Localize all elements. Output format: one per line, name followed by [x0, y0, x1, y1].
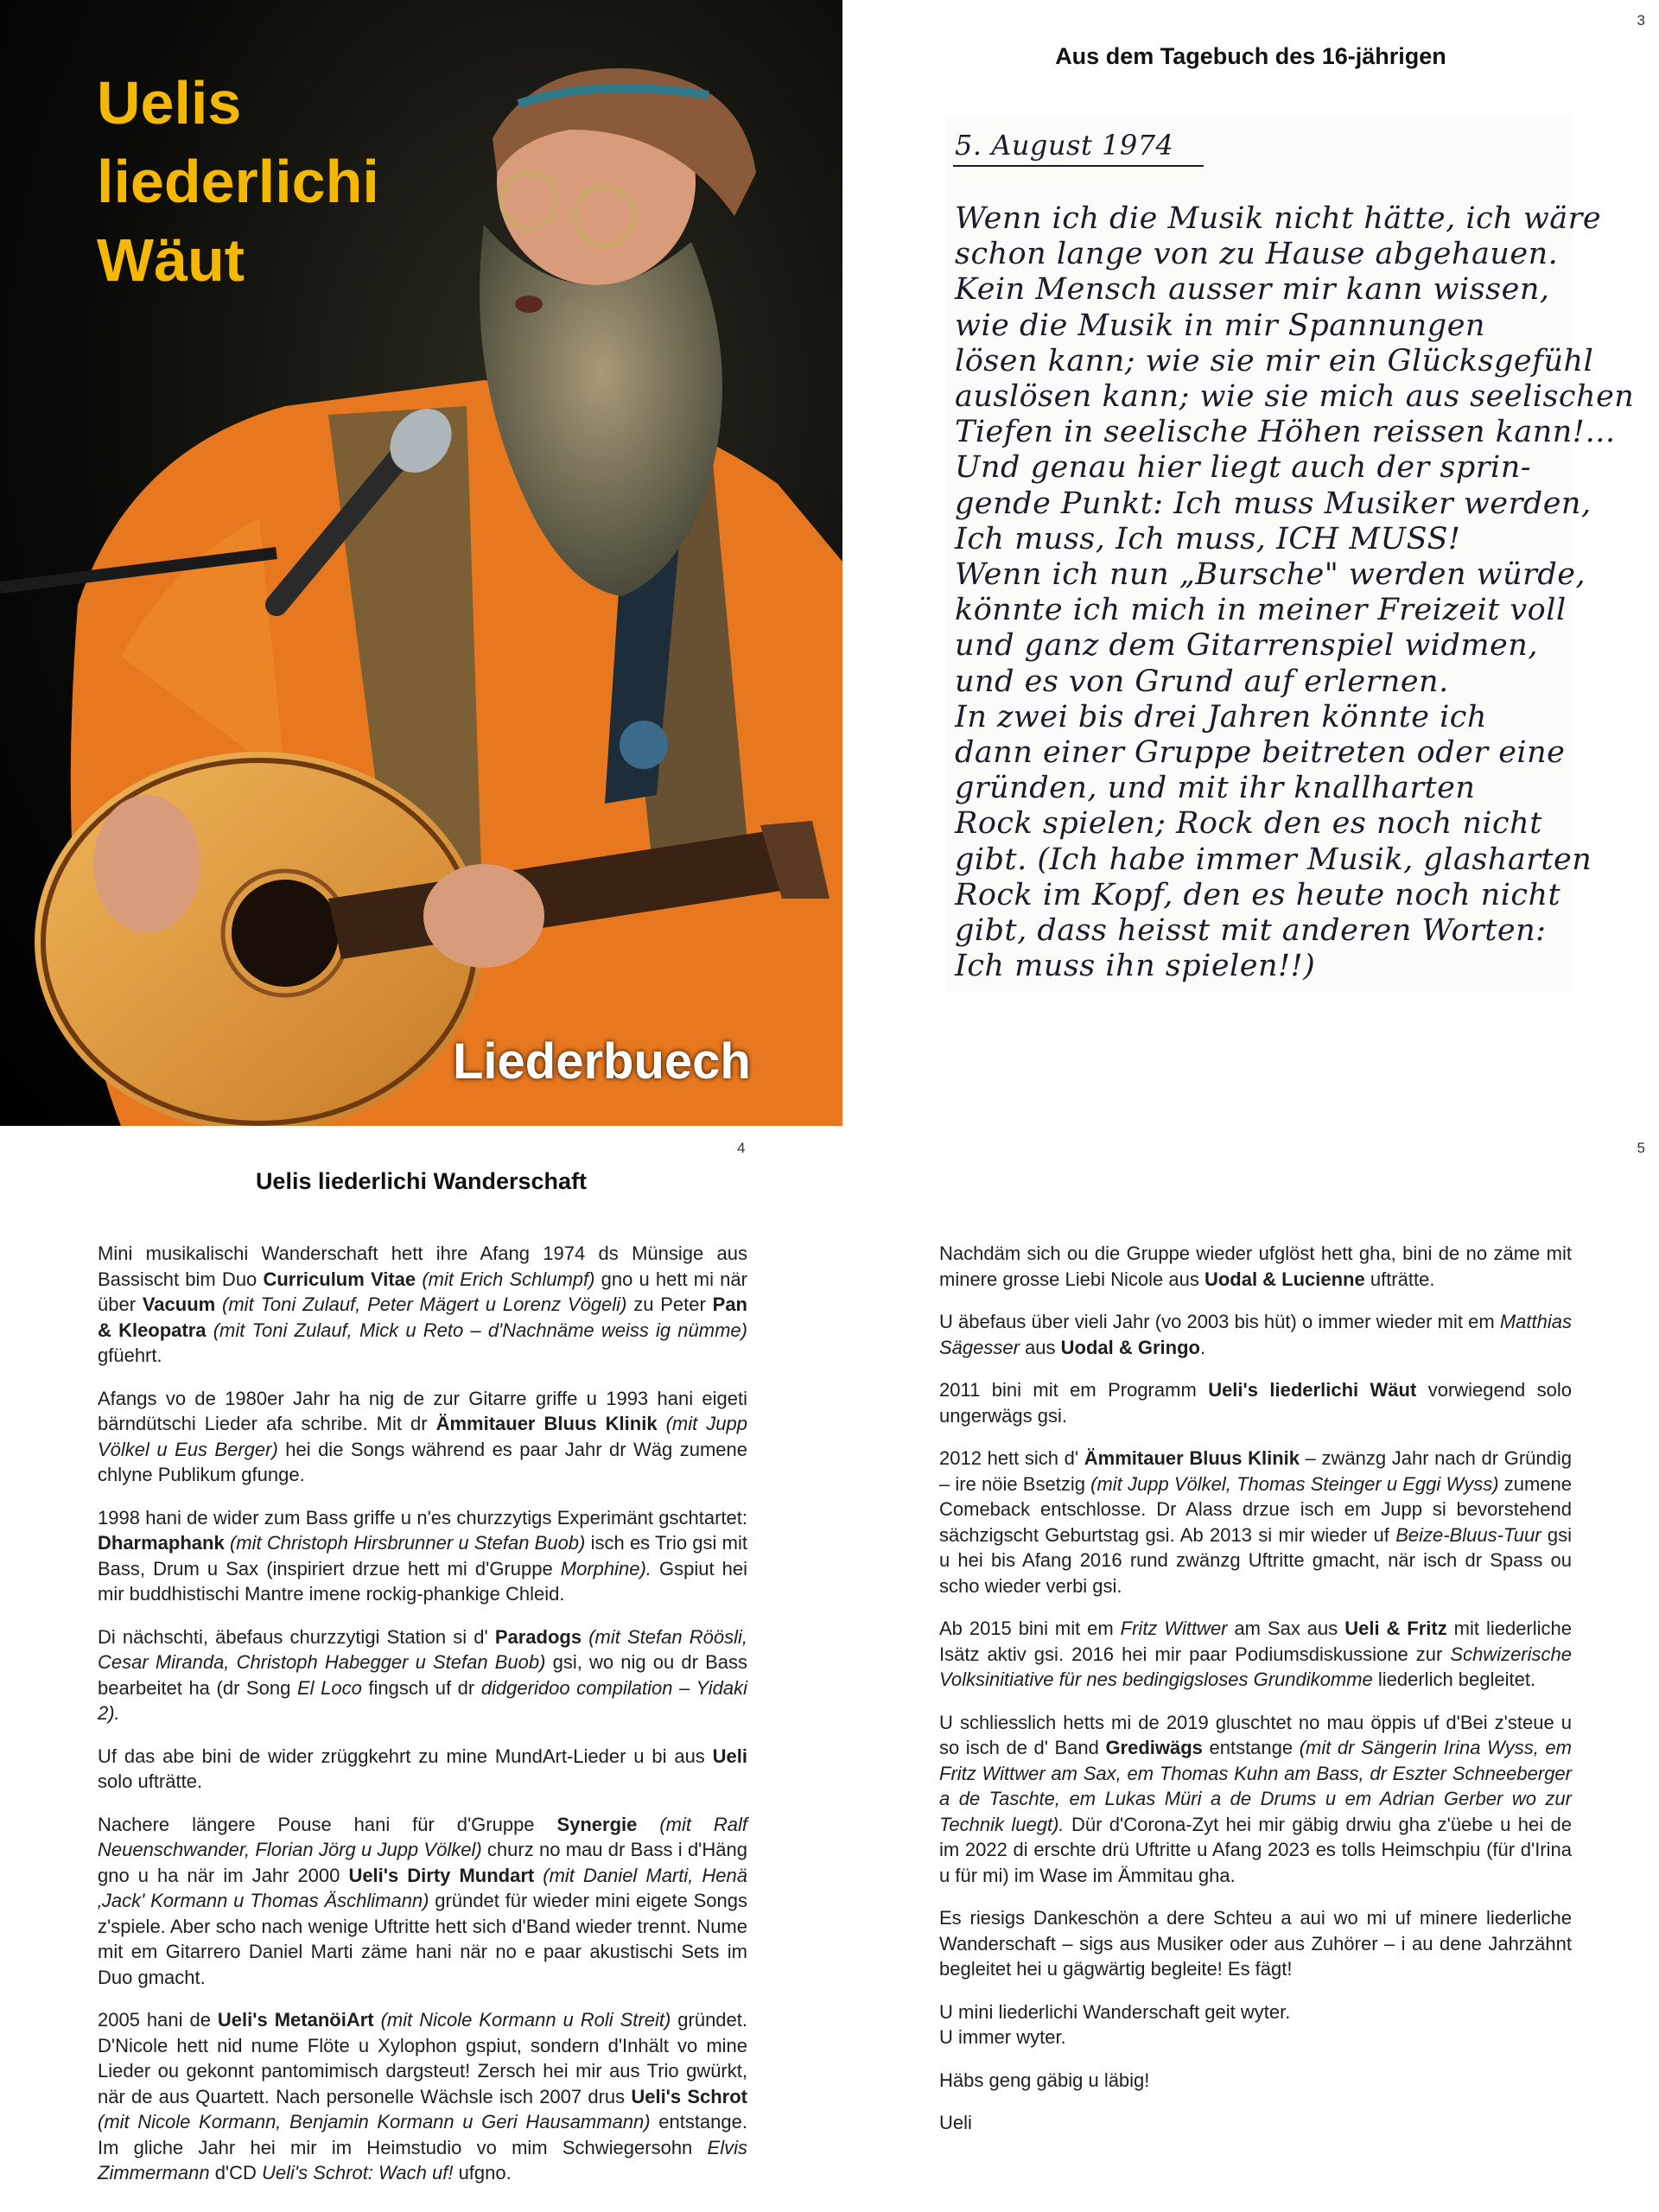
italic-note: Ueli's Schrot: Wach uf! [262, 2162, 454, 2183]
diary-line: Kein Mensch ausser mir kann wissen, [955, 272, 1550, 308]
italic-note: (mit Jupp Völkel u Eus Berger) [98, 1413, 747, 1460]
text-run: gsi u hei bis Afang 2016 rund zwänzg Uftritte gmacht, när isch dr Spass ou scho wieder verbi gsi. [939, 1523, 1572, 1597]
text-run: liederlich begleitet. [1372, 1669, 1536, 1690]
cover-page [0, 0, 842, 1126]
text-run: fingsch uf dr [361, 1676, 481, 1699]
text-run: gfüehrt. [98, 1344, 162, 1366]
italic-note: (mit Jupp Völkel, Thomas Steinger u Eggi Wyss) [1090, 1472, 1499, 1495]
text-run [215, 1294, 222, 1315]
text-run: 2011 bini mit em Programm [939, 1379, 1209, 1401]
band-name: Synergie [556, 1813, 638, 1835]
text-run: 1998 hani de wider zum Bass griffe u n'es churzzytigs Experimänt gschtartet: [98, 1506, 747, 1529]
diary-line: Ich muss ihn spielen!!) [955, 949, 1316, 984]
page-4 [0, 1126, 842, 2212]
text-run: entstange [1202, 1737, 1300, 1758]
band-name: Curriculum Vitae [263, 1268, 416, 1290]
italic-note: (mit Toni Zulauf, Mick u Reto – d'Nachnäme weiss ig nümme) [213, 1319, 747, 1341]
text-run: ufträtte. [1364, 1268, 1435, 1290]
text-run: solo ufträtte. [98, 1770, 203, 1792]
page-title: Uelis liederlichi Wanderschaft [255, 1168, 588, 1194]
paragraph [939, 1999, 1572, 2050]
text-run [534, 1865, 543, 1886]
page-number: 5 [1637, 1140, 1645, 1156]
italic-note: didgeridoo compilation – Yidaki 2). [98, 1676, 747, 1724]
paragraph [98, 2007, 747, 2186]
text-run: U äbefaus über vieli Jahr (vo 2003 bis hüt) o immer wieder mit em [939, 1311, 1500, 1332]
text-run: am Sax aus [1227, 1618, 1345, 1639]
diary-line: gende Punkt: Ich muss Musiker werden, [955, 486, 1592, 521]
diary-line: gibt. (Ich habe immer Musik, glasharten [955, 842, 1592, 877]
band-name: Uodal & Lucienne [1204, 1268, 1365, 1290]
paragraph [939, 1241, 1572, 1292]
band-name: Ämmitauer Bluus Klinik [1084, 1447, 1300, 1469]
text-run: Häbs geng gäbig u läbig! [939, 2069, 1150, 2091]
page-number: 3 [1637, 12, 1645, 29]
text-run: – zwänzg Jahr nach dr Gründig – ire nöie Bsetzig [939, 1447, 1572, 1495]
text-column-right [939, 1241, 1572, 2153]
paragraph [939, 1309, 1572, 1360]
paragraph [98, 1812, 747, 1991]
text-run: zumene Comeback entschlosse. Dr Alass drzue isch em Jupp si bevorstehend sächzigscht Geburtstag gsi. Ab 2013 si mir wieder uf [939, 1472, 1572, 1546]
diary-line: Ich muss, Ich muss, ICH MUSS! [955, 521, 1461, 556]
text-run: gno u hett mi när über [98, 1268, 747, 1315]
diary-line: Und genau hier liegt auch der sprin- [955, 450, 1532, 486]
text-run: Nachdäm sich ou die Gruppe wieder ufglöst hett gha, bini de no zäme mit minere grosse Liebi Nicole aus [939, 1243, 1572, 1290]
diary-date: 5. August 1974 [955, 129, 1174, 162]
paragraph [939, 1377, 1572, 1428]
text-column-left [98, 1241, 747, 2203]
band-name: Ueli's Dirty Mundart [348, 1864, 535, 1886]
diary-line: Rock im Kopf, den es heute noch nicht [955, 877, 1561, 912]
band-name: Pan & Kleopatra [98, 1294, 747, 1341]
cover-title-line-3: Wäut [97, 226, 245, 294]
italic-note: (mit Toni Zulauf, Peter Mägert u Lorenz Vögeli) [222, 1294, 627, 1315]
italic-note: Beize-Bluus-Tuur [1395, 1523, 1541, 1546]
paragraph [939, 2110, 1572, 2136]
cover-title-line-2: liederlichi [97, 148, 379, 215]
text-run [658, 1413, 666, 1434]
text-run: Uf das abe bini de wider zrüggkehrt zu mine MundArt-Lieder u bi aus [98, 1745, 713, 1767]
diary-line: könnte ich mich in meiner Freizeit voll [955, 593, 1567, 628]
band-name: Ueli [712, 1745, 747, 1767]
diary-line: schon lange von zu Hause abgehauen. [955, 237, 1559, 272]
text-run: U schliesslich hetts mi de 2019 gluschtet no mau öppis uf d'Bei z'steue u so isch de d' Band [939, 1711, 1572, 1758]
cover-title [97, 64, 379, 300]
diary-line: Rock spielen; Rock den es noch nicht [955, 806, 1542, 842]
text-run: Ueli [939, 2112, 972, 2133]
band-name: Ämmitauer Bluus Klinik [435, 1413, 658, 1434]
italic-note: Fritz Wittwer [1120, 1618, 1228, 1639]
text-run: Di nächschti, äbefaus churzzytigi Station si d' [98, 1625, 495, 1648]
paragraph [98, 1624, 747, 1726]
paragraph [939, 1446, 1572, 1599]
paragraph [98, 1386, 747, 1488]
diary-line: dann einer Gruppe beitreten oder eine [955, 735, 1566, 770]
band-name: Ueli & Fritz [1344, 1618, 1447, 1639]
italic-note: Morphine). [560, 1557, 652, 1580]
italic-note: (mit Stefan Röösli, Cesar Miranda, Christoph Habegger u Stefan Buob) [98, 1625, 747, 1673]
italic-note: (mit Ralf Neuenschwander, Florian Jörg u Jupp Völkel) [98, 1813, 747, 1860]
page-number: 4 [737, 1140, 746, 1156]
diary-line: Wenn ich nun „Bursche" werden würde, [955, 557, 1586, 592]
diary-line: und ganz dem Gitarrenspiel widmen, [955, 628, 1538, 664]
diary-line: und es von Grund auf erlernen. [955, 664, 1449, 699]
text-run: d'CD [209, 2162, 263, 2183]
italic-note: Matthias Sägesser [939, 1311, 1572, 1358]
text-run [582, 1626, 588, 1648]
diary-line: In zwei bis drei Jahren könnte ich [955, 699, 1487, 734]
page-5 [842, 1126, 1659, 2212]
text-run: gründet. D'Nicole hett nid nume Flöte u Xylophon gspiut, sondern d'Inhält vo mine Lieder ou gekonnt pantomimisch dargsteut! Zersch hei mir aus Trio gwürkt, när de aus Quartett. Nach personelle Wächsle isch 2007 drus [98, 2009, 747, 2107]
diary-line: wie die Musik in mir Spannungen [955, 308, 1485, 343]
italic-note: (mit dr Sängerin Irina Wyss, em Fritz Wittwer am Sax, em Thomas Kuhn am Bass, dr Eszter Schneeberger a de Taschte, em Lukas Müri a de Drums u em Adrian Gerber wo zur Technik luegt). [939, 1737, 1572, 1835]
text-run [637, 1814, 659, 1835]
italic-note: (mit Nicole Kormann, Benjamin Kormann u Geri Hausammann) [98, 2111, 651, 2133]
text-run: 2012 hett sich d' [939, 1447, 1084, 1469]
text-run: Dür d'Corona-Zyt hei mir gäbig drwiu gha z'üebe u hei de im 2022 di erschte drü Uftritte u Afang 2023 es tolls Heimschpiu (für d'Irina u für mi) im Wase im Ämmitau gha. [939, 1813, 1572, 1886]
italic-note: (mit Erich Schlumpf) [422, 1268, 595, 1290]
diary-date-underline [953, 165, 1204, 167]
diary-line: auslösen kann; wie sie mich aus seelischen [955, 379, 1635, 414]
text-run: mit liederliche Isätz aktiv gsi. 2016 hei mir paar Podiumsdiskussione zur [939, 1618, 1573, 1665]
text-run: churz no mau dr Bass i d'Häng gno u ha när im Jahr 2000 [98, 1839, 747, 1886]
text-run: Afangs vo de 1980er Jahr ha nig de zur Gitarre griffe u 1993 hani eigeti bärndütschi Lieder afa schribe. Mit dr [98, 1387, 747, 1434]
text-run: gründet für wieder mini eigete Songs z'spiele. Aber scho nach wenige Uftritte hett sich d'Band wieder trennt. Nume mit em Gitarrero Daniel Marti zäme hani när no e paar akustischi Sets im Duo gmacht. [98, 1890, 747, 1988]
text-run: ufgno. [453, 2162, 512, 2183]
text-run: aus [1019, 1336, 1061, 1358]
band-name: Ueli's MetanöiArt [217, 2009, 374, 2031]
band-name: Uodal & Gringo [1060, 1336, 1200, 1358]
band-name: Vacuum [142, 1294, 216, 1315]
text-run: gsi, wo nig ou dr Bass bearbeitet ha (dr Song [98, 1651, 747, 1699]
text-run: isch es Trio gsi mit Bass, Drum u Sax (inspiriert drzue hett mi d'Gruppe [98, 1532, 747, 1580]
diary-line: gibt, dass heisst mit anderen Worten: [955, 913, 1547, 948]
band-name: Grediwägs [1105, 1737, 1203, 1758]
band-name: Dharmaphank [98, 1532, 225, 1554]
text-run: U immer wyter. [939, 2026, 1066, 2048]
page-title: Aus dem Tagebuch des 16-jährigen [1055, 43, 1446, 69]
text-run: entstange. Im gliche Jahr hei mir im Heimstudio vo mim Schwiegersohn [98, 2111, 747, 2158]
band-name: Ueli's liederlichi Wäut [1208, 1379, 1417, 1401]
text-run [374, 2009, 381, 2031]
diary-scan [946, 115, 1635, 992]
cover-subtitle: Liederbuech [453, 1033, 751, 1090]
text-run: zu Peter [626, 1294, 713, 1315]
text-run: Nachere längere Pouse hani für d'Gruppe [98, 1813, 557, 1835]
text-run: . [1199, 1336, 1206, 1358]
text-run: hei die Songs während es paar Jahr dr Wäg zumene chlyne Publikum gfunge. [98, 1438, 747, 1485]
italic-note: (mit Daniel Marti, Henä ‚Jack' Kormann u Thomas Äschlimann) [98, 1864, 747, 1911]
text-run [207, 1319, 213, 1341]
italic-note: (mit Nicole Kormann u Roli Streit) [380, 2009, 671, 2031]
paragraph [98, 1241, 747, 1369]
italic-note: Schwizerische Volksinitiative für nes bedingigsloses Grundikomme [939, 1643, 1572, 1690]
italic-note: (mit Christoph Hirsbrunner u Stefan Buob) [229, 1532, 586, 1554]
italic-note: Elvis Zimmermann [98, 2136, 747, 2183]
paragraph [939, 1616, 1572, 1693]
diary-line: Wenn ich die Musik nicht hätte, ich wäre [955, 201, 1602, 236]
text-run: Gspiut hei mir buddhistischi Mantre imene rockig-phankige Chleid. [98, 1557, 747, 1605]
page-3 [842, 0, 1659, 1126]
text-run: Mini musikalischi Wanderschaft hett ihre Afang 1974 ds Münsige aus Bassischt bim Duo [98, 1243, 747, 1290]
cover-title-line-1: Uelis [97, 69, 242, 137]
diary-line: gründen, und mit ihr knallharten [955, 771, 1476, 806]
band-name: Ueli's Schrot [631, 2085, 748, 2107]
diary-line: lösen kann; wie sie mir ein Glücksgefühl [955, 343, 1594, 378]
text-run: 2005 hani de [98, 2009, 218, 2031]
paragraph [98, 1505, 747, 1607]
band-name: Paradogs [494, 1625, 582, 1648]
paragraph [939, 1710, 1572, 1889]
paragraph [939, 2068, 1572, 2094]
text-run: U mini liederlichi Wanderschaft geit wyter. [939, 2000, 1291, 2023]
italic-note: El Loco [296, 1676, 362, 1699]
paragraph [939, 1905, 1572, 1982]
text-run: Es riesigs Dankeschön a dere Schteu a aui wo mi uf minere liederliche Wanderschaft – sigs aus Musiker oder aus Zuhörer – i au dene Jahrzähnt begleitet hei u gägwärtig begleite! Es fägt! [939, 1907, 1572, 1980]
text-run: Ab 2015 bini mit em [939, 1618, 1121, 1639]
text-run: vorwiegend solo ungerwägs gsi. [939, 1379, 1572, 1427]
diary-line: Tiefen in seelische Höhen reissen kann!… [955, 415, 1616, 450]
paragraph [98, 1744, 747, 1795]
